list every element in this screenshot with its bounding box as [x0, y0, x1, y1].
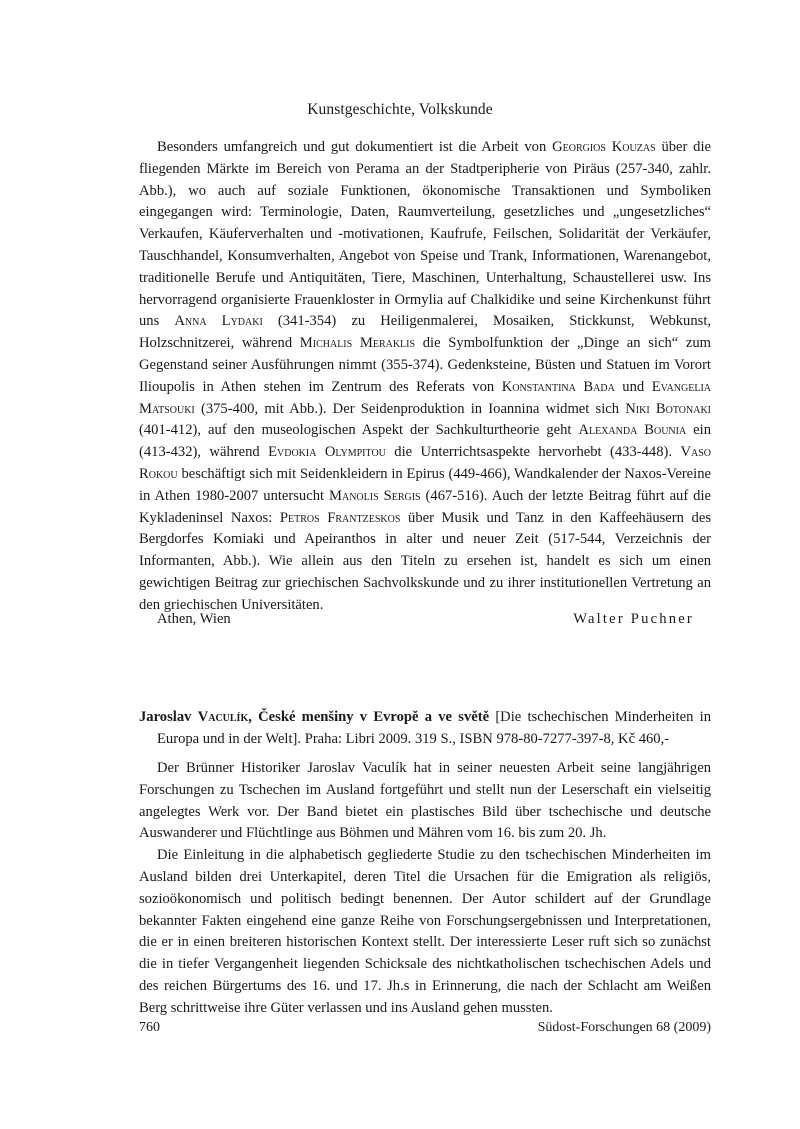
journal-name: Südost-Forschungen 68 (2009): [537, 1020, 711, 1035]
author-name: Michalis Meraklis: [299, 335, 416, 352]
reviewer-name: Walter Puchner: [573, 611, 694, 627]
running-head: Kunstgeschichte, Volkskunde: [307, 101, 493, 118]
author-name: Evdokia Olympitou: [268, 444, 386, 461]
author-name: Manolis Sergis: [329, 487, 421, 504]
text-run: (375-400, mit Abb.). Der Seidenproduktion in Ioannina widmet sich: [194, 400, 626, 417]
review-place: Athen, Wien: [157, 611, 231, 627]
author-name: Anna Lydaki: [174, 313, 263, 330]
author-name: Konstantina Bada: [501, 378, 615, 395]
review-paragraph: [139, 137, 711, 617]
book-citation: [139, 707, 711, 751]
text-run: Besonders umfangreich und gut dokumentiert ist die Arbeit von: [157, 139, 553, 155]
review-body: [139, 137, 711, 617]
text-run: (341-354) zu Heiligenmalerei, Mosaiken, Stickkunst, Webkunst, Holzschnitzerei, während: [139, 313, 712, 352]
review-paragraph-1: Der Brünner Historiker Jaroslav Vaculík hat in seiner neuesten Arbeit seine langjährigen Forschungen zu Tschechen im Ausland fortgeführt und stellt nun der Leserschaft ein vielseitig angelegtes Werk vor. Der Band bietet ein plastisches Bild über tschechische und deutsche Auswanderer und Flüchtlinge aus Böhmen und Mähren vom 16. bis zum 20. Jh.: [139, 760, 711, 842]
author-name: Alexanda Bounia: [578, 422, 687, 439]
author-name: Georgios Kouzas: [552, 139, 656, 155]
author-name: Petros Frantzeskos: [279, 509, 401, 526]
review-signature: [157, 611, 694, 628]
review-paragraph-2: Die Einleitung in die alphabetisch gegliederte Studie zu den tschechischen Minderheiten im Ausland bilden drei Unterkapitel, deren Titel die Ursachen für die Emigration als religiös, sozioökonomisch und politisch bedingt benennen. Der Autor schildert auf der Grundlage bekannter Fakten eingehend eine ganze Reihe von Forschungsergebnissen und Interpretationen, die er in einen breiteren historischen Kontext stellt. Der interessierte Leser ruft sich so zunächst die in tiefer Vergangenheit liegenden Schicksale des nichtkatholischen tschechischen Adels und des reichen Bürgertums des 16. und 17. Jh.s in Erinnerung, die nach der Schlacht am Weißen Berg schrittweise ihre Güter verlassen und ins Ausland gehen mussten.: [139, 847, 711, 1016]
citation-text: [139, 707, 711, 751]
text-run: beschäftigt sich mit Seidenkleidern in Epirus (449-466), Wandkalender der Naxos-Vereine in Athen 1980-2007 untersucht: [139, 465, 711, 504]
page-number: 760: [139, 1020, 160, 1035]
author-name: Vaso Rokou: [139, 444, 711, 482]
text-run: (401-412), auf den museologischen Aspekt der Sachkulturtheorie geht: [139, 422, 579, 439]
author-name: Niki Botonaki: [625, 400, 711, 417]
review-body-2: [139, 758, 711, 1020]
text-run: Jaroslav: [139, 709, 198, 725]
text-run: über die fliegenden Märkte im Bereich von Perama an der Stadtperipherie von Piräus (257-340, zahlr. Abb.), wo auch auf soziale Funktionen, ökonomische Transaktionen und Symboliken eingegangen wird: Terminologie, Daten, Raumverteilung, gesetzliches und „ungesetzliches“ Verkaufen, Käuferverhalten und -motivationen, Kaufrufe, Feilschen, Solidarität der Verkäufer, Tauschhandel, Konsumverhalten, Angebot von Speise und Trank, Informationen, Warenangebot, traditionelle Berufe und Antiquitäten, Tiere, Maschinen, Unterhaltung, Schaustellerei usw. Ins hervorragend organisierte Frauenkloster in Ormylia auf Chalkidike und seine Kirchenkunst führt uns: [139, 139, 711, 330]
text-run: ein (413-432), während: [139, 422, 712, 461]
author-name: Vaculík: [197, 709, 249, 725]
text-run: [Die tschechischen Minderheiten in Europa und in der Welt]. Praha: Libri 2009. 319 S., ISBN 978-80-7277-397-8, Kč 460,-: [157, 709, 711, 747]
text-run: die Unterrichtsaspekte hervorhebt (433-448).: [385, 444, 681, 461]
text-run: und: [614, 378, 652, 395]
text-run: (467-516). Auch der letzte Beitrag führt auf die Kykladeninsel Naxos:: [139, 487, 711, 526]
text-run: die Symbolfunktion der „Dinge an sich“ zum Gegenstand seiner Ausführungen nimmt (355-374). Gedenksteine, Büsten und Statuen im Vorort Ilioupolis in Athen stehen im Zentrum des Referats von: [139, 335, 711, 395]
text-run: , České menšiny v Evropě a ve světě: [248, 709, 490, 725]
author-name: Evangelia Matsouki: [139, 378, 711, 417]
text-run: über Musik und Tanz in den Kaffeehäusern des Bergdorfes Komiaki und Apeiranthos in alter und neuer Zeit (517-544, Verzeichnis der Informanten, Abb.). Wie allein aus den Titeln zu ersehen ist, handelt es sich um einen gewichtigen Beitrag zur griechischen Sachvolkskunde und zu ihrer institutionellen Vertretung an den griechischen Universitäten.: [139, 509, 711, 613]
page-footer: [139, 1020, 711, 1036]
